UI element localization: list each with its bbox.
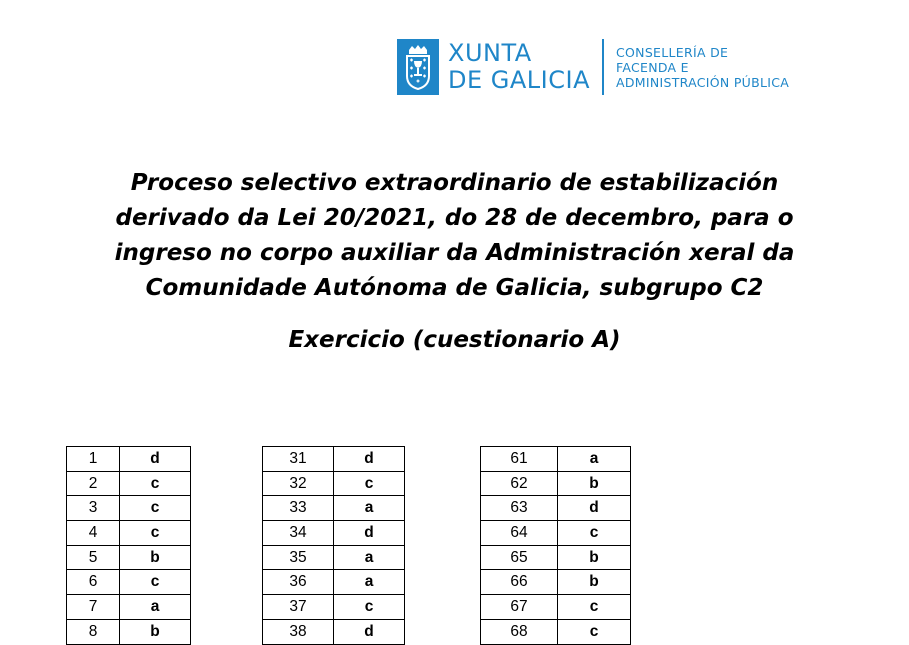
table-row [263, 545, 405, 570]
answer-table-3 [480, 446, 631, 645]
question-number: 31 [263, 447, 334, 472]
answer-letter: c [120, 521, 191, 546]
table-row [481, 619, 631, 644]
dept-line-3: ADMINISTRACIÓN PÚBLICA [616, 74, 790, 90]
table-row [67, 471, 191, 496]
exercise-subtitle: Exercicio (cuestionario A) [288, 327, 621, 353]
answer-letter: c [558, 595, 631, 620]
document-title [60, 166, 849, 306]
answer-letter: c [334, 471, 405, 496]
question-number: 67 [481, 595, 558, 620]
answer-letter: d [120, 447, 191, 472]
answer-letter: b [558, 570, 631, 595]
table-row [263, 521, 405, 546]
answer-table-2 [262, 446, 405, 645]
question-number: 64 [481, 521, 558, 546]
question-number: 63 [481, 496, 558, 521]
answer-letter: d [334, 521, 405, 546]
dept-line-1: CONSELLERÍA DE [616, 44, 729, 60]
org-line-2: DE GALICIA [448, 66, 590, 94]
table-row [67, 595, 191, 620]
table-row [481, 471, 631, 496]
question-number: 4 [67, 521, 120, 546]
xunta-logo [397, 38, 789, 96]
question-number: 34 [263, 521, 334, 546]
table-row [481, 570, 631, 595]
answer-letter: b [120, 545, 191, 570]
answer-letter: c [120, 570, 191, 595]
org-line-1: XUNTA [448, 39, 532, 67]
question-number: 8 [67, 619, 120, 644]
question-number: 65 [481, 545, 558, 570]
logo-divider [602, 39, 604, 95]
table-row [263, 619, 405, 644]
org-name [448, 40, 590, 94]
question-number: 61 [481, 447, 558, 472]
question-number: 37 [263, 595, 334, 620]
table-row [481, 521, 631, 546]
answer-letter: b [558, 471, 631, 496]
table-row [263, 496, 405, 521]
table-row [481, 447, 631, 472]
answer-letter: a [334, 545, 405, 570]
table-row [263, 595, 405, 620]
answer-letter: d [334, 619, 405, 644]
table-row [67, 545, 191, 570]
question-number: 3 [67, 496, 120, 521]
question-number: 5 [67, 545, 120, 570]
question-number: 32 [263, 471, 334, 496]
question-number: 33 [263, 496, 334, 521]
answer-letter: b [120, 619, 191, 644]
title-line-4: Comunidade Autónoma de Galicia, subgrupo C2 [145, 275, 764, 301]
question-number: 1 [67, 447, 120, 472]
question-number: 7 [67, 595, 120, 620]
table-row [263, 570, 405, 595]
title-line-1: Proceso selectivo extraordinario de estabilización [130, 170, 779, 196]
dept-line-2: FACENDA E [616, 59, 689, 75]
table-row [481, 595, 631, 620]
answer-letter: c [334, 595, 405, 620]
answer-letter: a [334, 496, 405, 521]
galicia-coat-of-arms-icon [397, 39, 439, 95]
answer-letter: b [558, 545, 631, 570]
title-line-3: ingreso no corpo auxiliar da Administración xeral da [114, 240, 795, 266]
answer-letter: a [120, 595, 191, 620]
department-name [616, 45, 789, 90]
table-row [481, 496, 631, 521]
question-number: 62 [481, 471, 558, 496]
question-number: 68 [481, 619, 558, 644]
answer-letter: c [120, 496, 191, 521]
table-row [67, 619, 191, 644]
answer-letter: a [334, 570, 405, 595]
answer-letter: d [558, 496, 631, 521]
question-number: 2 [67, 471, 120, 496]
answer-letter: c [558, 521, 631, 546]
question-number: 66 [481, 570, 558, 595]
table-row [263, 471, 405, 496]
table-row [263, 447, 405, 472]
question-number: 35 [263, 545, 334, 570]
table-row [67, 496, 191, 521]
table-row [67, 570, 191, 595]
table-row [67, 447, 191, 472]
answer-table-1 [66, 446, 191, 645]
answer-letter: d [334, 447, 405, 472]
answer-letter: c [120, 471, 191, 496]
table-row [67, 521, 191, 546]
question-number: 6 [67, 570, 120, 595]
answer-letter: c [558, 619, 631, 644]
answer-letter: a [558, 447, 631, 472]
title-line-2: derivado da Lei 20/2021, do 28 de decembro, para o [115, 205, 794, 231]
question-number: 38 [263, 619, 334, 644]
table-row [481, 545, 631, 570]
question-number: 36 [263, 570, 334, 595]
